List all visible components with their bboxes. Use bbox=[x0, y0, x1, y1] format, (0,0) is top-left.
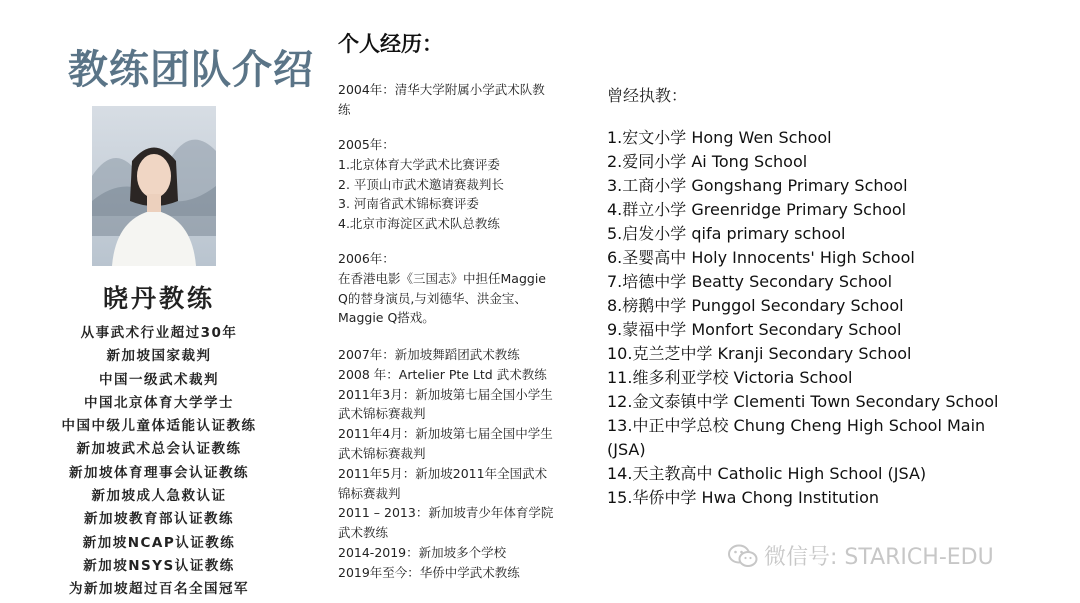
school-item: 2.爱同小学 Ai Tong School bbox=[607, 152, 808, 171]
qualification-item: 新加坡NSYS认证教练 bbox=[83, 557, 235, 574]
qualification-item: 新加坡国家裁判 bbox=[106, 348, 212, 365]
qualification-item: 中国中级儿童体适能认证教练 bbox=[61, 418, 257, 435]
experience-line: 3. 河南省武术锦标赛评委 bbox=[338, 196, 479, 212]
school-item: 9.蒙福中学 Monfort Secondary School bbox=[607, 320, 902, 339]
coach-name: 晓丹教练 bbox=[102, 284, 215, 313]
school-item: 11.维多利亚学校 Victoria School bbox=[607, 368, 853, 387]
experience-2005 bbox=[338, 135, 574, 234]
experience-line: 2006年： bbox=[338, 251, 395, 266]
qualification-item: 中国一级武术裁判 bbox=[99, 371, 219, 388]
experience-line: 武术锦标赛裁判 bbox=[338, 445, 426, 461]
experience-line: 练 bbox=[338, 101, 351, 117]
school-item: 5.启发小学 qifa primary school bbox=[607, 224, 846, 243]
school-item: 3.工商小学 Gongshang Primary School bbox=[607, 176, 908, 195]
school-item: 6.圣婴高中 Holy Innocents' High School bbox=[607, 248, 915, 267]
qualification-item: 中国北京体育大学学士 bbox=[84, 394, 234, 411]
school-item: 4.群立小学 Greenridge Primary School bbox=[607, 200, 907, 219]
experience-2004 bbox=[338, 80, 574, 120]
experience-line: 2011年5月：新加坡2011年全国武术 bbox=[338, 465, 548, 481]
experience-line: 锦标赛裁判 bbox=[338, 485, 401, 501]
experience-line: 2004年：清华大学附属小学武术队教 bbox=[338, 82, 545, 97]
wechat-icon bbox=[728, 544, 758, 568]
experience-line: 2014-2019：新加坡多个学校 bbox=[338, 544, 507, 560]
qualification-item: 为新加坡超过百名全国冠军 bbox=[69, 581, 249, 598]
coach-photo bbox=[92, 106, 216, 266]
qualification-list bbox=[0, 322, 318, 602]
page-title: 教练团队介绍 bbox=[68, 47, 314, 93]
experience-title: 个人经历： bbox=[338, 32, 443, 56]
qualification-item: 新加坡武术总会认证教练 bbox=[76, 441, 242, 458]
experience-line: 武术教练 bbox=[338, 525, 389, 541]
school-item: 15.华侨中学 Hwa Chong Institution bbox=[607, 488, 880, 507]
watermark bbox=[728, 540, 994, 571]
qualification-item: 从事武术行业超过30年 bbox=[80, 325, 238, 341]
experience-line: Q的替身演员,与刘德华、洪金宝、 bbox=[338, 290, 527, 306]
school-list bbox=[607, 126, 1007, 510]
watermark-text: 微信号: STARICH-EDU bbox=[764, 545, 994, 570]
school-item: 14.天主教高中 Catholic High School (JSA) bbox=[607, 464, 927, 483]
experience-line: 2011 – 2013：新加坡青少年体育学院 bbox=[338, 505, 554, 521]
experience-line: 在香港电影《三国志》中担任Maggie bbox=[338, 270, 546, 286]
school-item: 1.宏文小学 Hong Wen School bbox=[607, 128, 832, 147]
school-item: 7.培德中学 Beatty Secondary School bbox=[607, 272, 893, 291]
experience-line: 2005年： bbox=[338, 137, 395, 152]
experience-line: 2019年至今：华侨中学武术教练 bbox=[338, 564, 520, 580]
school-item: 8.榜鹅中学 Punggol Secondary School bbox=[607, 296, 904, 315]
school-item: 12.金文泰镇中学 Clementi Town Secondary School bbox=[607, 392, 999, 411]
experience-line: 2. 平顶山市武术邀请赛裁判长 bbox=[338, 176, 504, 192]
teaching-title: 曾经执教： bbox=[607, 86, 688, 105]
experience-line: 2011年3月：新加坡第七届全国小学生 bbox=[338, 386, 553, 402]
school-item: 10.克兰芝中学 Kranji Secondary School bbox=[607, 344, 912, 363]
experience-line: Maggie Q搭戏。 bbox=[338, 310, 435, 326]
qualification-item: 新加坡教育部认证教练 bbox=[84, 511, 234, 528]
qualification-item: 新加坡成人急救认证 bbox=[91, 488, 227, 505]
qualification-item: 新加坡体育理事会认证教练 bbox=[69, 464, 249, 481]
experience-line: 武术锦标赛裁判 bbox=[338, 406, 426, 422]
qualification-item: 新加坡NCAP认证教练 bbox=[82, 534, 236, 551]
experience-later bbox=[338, 345, 574, 583]
experience-line: 2011年4月：新加坡第七届全国中学生 bbox=[338, 426, 553, 442]
experience-line: 1.北京体育大学武术比赛评委 bbox=[338, 156, 500, 172]
experience-line: 4.北京市海淀区武术队总教练 bbox=[338, 216, 500, 232]
experience-2006 bbox=[338, 249, 574, 328]
school-item: 13.中正中学总校 Chung Cheng High School Main (JSA) bbox=[607, 416, 986, 459]
experience-line: 2007年：新加坡舞蹈团武术教练 bbox=[338, 347, 520, 362]
experience-line: 2008 年：Artelier Pte Ltd 武术教练 bbox=[338, 366, 547, 382]
